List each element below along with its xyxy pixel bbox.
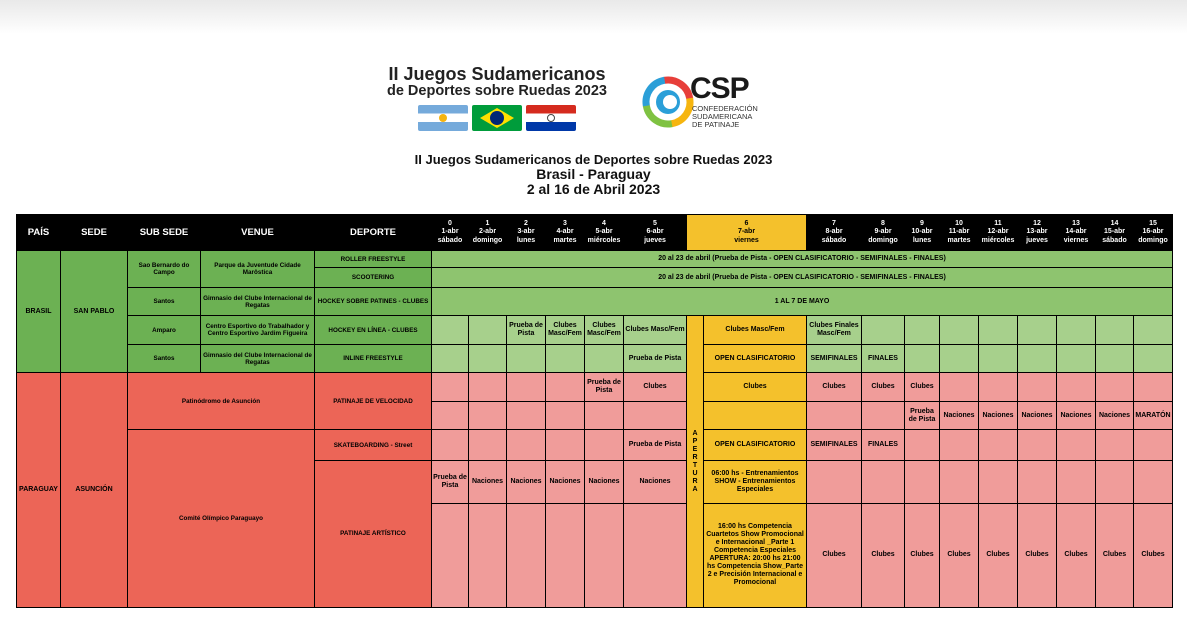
header-pais: PAÍS	[17, 215, 61, 251]
day-cell	[432, 373, 469, 402]
deporte-cell: SKATEBOARDING - Street	[315, 430, 432, 460]
day-cell	[585, 503, 624, 607]
venue-cell: Gimnasio del Clube Internacional de Regatas	[201, 345, 315, 373]
day-cell	[432, 345, 469, 373]
day-cell: FINALES	[862, 430, 905, 460]
day-cell: Clubes	[905, 503, 940, 607]
top-gradient-bar	[0, 0, 1187, 34]
day-cell	[1096, 316, 1134, 345]
day-cell: Clubes	[862, 503, 905, 607]
deporte-cell: HOCKEY EN LÍNEA - CLUBES	[315, 316, 432, 345]
day-cell: Clubes Masc/Fem	[546, 316, 585, 345]
day-cell: Clubes Finales Masc/Fem	[807, 316, 862, 345]
day-cell: Naciones	[624, 460, 687, 503]
day-cell	[940, 373, 979, 402]
csp-ring-icon	[640, 74, 696, 130]
span-cell: 1 AL 7 DE MAYO	[432, 288, 1173, 316]
day-header: 0 1-abr sábado	[432, 215, 469, 251]
day-cell	[1134, 460, 1173, 503]
day-cell	[1134, 430, 1173, 460]
day-cell	[432, 316, 469, 345]
day-cell	[1096, 430, 1134, 460]
day-cell	[704, 402, 807, 430]
table-row	[17, 251, 1173, 268]
day-cell	[585, 402, 624, 430]
header-subsede: SUB SEDE	[128, 215, 201, 251]
day-cell: Clubes	[1096, 503, 1134, 607]
csp-fullname: CONFEDERACIÓN SUDAMERICANA DE PATINAJE	[692, 104, 758, 129]
span-cell: 20 al 23 de abril (Prueba de Pista - OPEN CLASIFICATORIO - SEMIFINALES - FINALES)	[432, 268, 1173, 288]
paraguay-flag-icon	[526, 105, 576, 131]
day-cell: Clubes	[979, 503, 1018, 607]
day-header: 5 6-abr jueves	[624, 215, 687, 251]
day-header: 14 15-abr sábado	[1096, 215, 1134, 251]
day-header-highlight: 6 7-abr viernes	[687, 215, 807, 251]
day-cell: Naciones	[1057, 402, 1096, 430]
day-cell: Clubes	[1057, 503, 1096, 607]
day-cell: FINALES	[862, 345, 905, 373]
day-cell	[432, 430, 469, 460]
title-line2: Brasil - Paraguay	[536, 166, 651, 182]
day-cell	[507, 345, 546, 373]
venue-cell: Gimnasio del Clube Internacional de Regatas	[201, 288, 315, 316]
day-cell: OPEN CLASIFICATORIO	[704, 430, 807, 460]
page-title	[0, 152, 1187, 197]
day-header: 8 9-abr domingo	[862, 215, 905, 251]
day-cell: Clubes Masc/Fem	[704, 316, 807, 345]
day-cell	[546, 345, 585, 373]
day-cell: Clubes	[704, 373, 807, 402]
day-cell	[469, 430, 507, 460]
deporte-cell: HOCKEY SOBRE PATINES - CLUBES	[315, 288, 432, 316]
table-row	[17, 373, 1173, 402]
day-header: 7 8-abr sábado	[807, 215, 862, 251]
subsede-cell: Santos	[128, 345, 201, 373]
table-row	[17, 345, 1173, 373]
day-cell	[905, 430, 940, 460]
day-cell	[1134, 345, 1173, 373]
header-row	[17, 215, 1173, 251]
day-header: 2 3-abr lunes	[507, 215, 546, 251]
day-cell: Naciones	[585, 460, 624, 503]
day-cell	[546, 373, 585, 402]
day-cell: Prueba de Pista	[507, 316, 546, 345]
table-row	[17, 430, 1173, 460]
day-cell	[432, 402, 469, 430]
day-cell: Prueba de Pista	[585, 373, 624, 402]
day-cell: Clubes	[905, 373, 940, 402]
day-header: 3 4-abr martes	[546, 215, 585, 251]
day-cell	[507, 503, 546, 607]
day-cell: Prueba de Pista	[432, 460, 469, 503]
day-header: 11 12-abr miércoles	[979, 215, 1018, 251]
day-cell: Prueba de Pista	[905, 402, 940, 430]
day-cell: Naciones	[940, 402, 979, 430]
day-cell	[862, 316, 905, 345]
day-cell	[1018, 345, 1057, 373]
day-cell	[979, 373, 1018, 402]
event-logo-line1: II Juegos Sudamericanos	[388, 64, 606, 84]
day-cell	[1096, 345, 1134, 373]
apertura-vertical: A P E R T U R A	[687, 316, 704, 608]
day-cell: MARATÓN	[1134, 402, 1173, 430]
day-cell: SEMIFINALES	[807, 430, 862, 460]
event-logo-line2: de Deportes sobre Ruedas 2023	[386, 83, 607, 99]
day-cell	[979, 345, 1018, 373]
day-cell	[1057, 316, 1096, 345]
day-cell: Clubes Masc/Fem	[624, 316, 687, 345]
day-cell: Clubes Masc/Fem	[585, 316, 624, 345]
brazil-flag-icon	[472, 105, 522, 131]
day-cell: Naciones	[979, 402, 1018, 430]
day-cell	[862, 402, 905, 430]
day-cell: 06:00 hs - Entrenamientos SHOW - Entrenamientos Especiales	[704, 460, 807, 503]
day-cell	[546, 503, 585, 607]
day-cell	[585, 430, 624, 460]
day-header: 12 13-abr jueves	[1018, 215, 1057, 251]
day-cell: Clubes	[1134, 503, 1173, 607]
day-cell	[905, 316, 940, 345]
day-cell	[585, 345, 624, 373]
sede-asuncion: ASUNCIÓN	[61, 373, 128, 608]
venue-cell: Centro Esportivo do Trabalhador y Centro Esportivo Jardim Figueira	[201, 316, 315, 345]
venue-cell: Patinódromo de Asunción	[128, 373, 315, 430]
day-header: 9 10-abr lunes	[905, 215, 940, 251]
day-header: 13 14-abr viernes	[1057, 215, 1096, 251]
day-cell: Naciones	[1096, 402, 1134, 430]
day-cell	[1018, 430, 1057, 460]
day-cell	[432, 503, 469, 607]
schedule-table	[16, 214, 1173, 608]
subsede-cell: Santos	[128, 288, 201, 316]
day-cell: Clubes	[862, 373, 905, 402]
day-cell: Naciones	[469, 460, 507, 503]
day-cell	[507, 373, 546, 402]
day-header: 10 11-abr martes	[940, 215, 979, 251]
day-cell	[979, 460, 1018, 503]
pais-brasil: BRASIL	[17, 251, 61, 373]
day-cell: 16:00 hs Competencia Cuartetos Show Promocional e Internacional _Parte 1 Competencia Especiales APERTURA: 20:00 hs 21:00 hs Competencia Show_Parte 2 e Precisión Internacional e Promocional	[704, 503, 807, 607]
day-cell	[624, 503, 687, 607]
day-cell: Clubes	[624, 373, 687, 402]
deporte-cell: SCOOTERING	[315, 268, 432, 288]
day-cell	[507, 430, 546, 460]
span-cell: 20 al 23 de abril (Prueba de Pista - OPEN CLASIFICATORIO - SEMIFINALES - FINALES)	[432, 251, 1173, 268]
day-cell	[940, 460, 979, 503]
day-cell	[862, 460, 905, 503]
venue-cell: Parque da Juventude Cidade Marôstica	[201, 251, 315, 288]
day-cell	[979, 430, 1018, 460]
day-header: 15 16-abr domingo	[1134, 215, 1173, 251]
venue-cell: Comité Olímpico Paraguayo	[128, 430, 315, 608]
flags-row	[372, 105, 622, 131]
day-cell	[940, 430, 979, 460]
day-cell	[1057, 345, 1096, 373]
sede-san-pablo: SAN PABLO	[61, 251, 128, 373]
csp-acronym: CSP	[690, 72, 749, 105]
day-cell	[905, 460, 940, 503]
title-line1: II Juegos Sudamericanos de Deportes sobre Ruedas 2023	[414, 152, 773, 167]
day-cell	[469, 316, 507, 345]
day-cell	[469, 373, 507, 402]
day-cell: Naciones	[546, 460, 585, 503]
header-sede: SEDE	[61, 215, 128, 251]
day-cell	[1057, 373, 1096, 402]
day-cell: Clubes	[807, 373, 862, 402]
day-cell	[807, 402, 862, 430]
day-cell: Naciones	[507, 460, 546, 503]
day-cell	[940, 316, 979, 345]
deporte-cell: PATINAJE DE VELOCIDAD	[315, 373, 432, 430]
day-cell	[905, 345, 940, 373]
day-cell	[807, 460, 862, 503]
argentina-flag-icon	[418, 105, 468, 131]
day-cell	[469, 402, 507, 430]
csp-logo	[640, 74, 770, 136]
header-venue: VENUE	[201, 215, 315, 251]
day-cell: OPEN CLASIFICATORIO	[704, 345, 807, 373]
day-cell	[1057, 430, 1096, 460]
day-cell	[940, 345, 979, 373]
day-cell	[546, 430, 585, 460]
pais-paraguay: PARAGUAY	[17, 373, 61, 608]
deporte-cell: INLINE FREESTYLE	[315, 345, 432, 373]
event-logo	[372, 66, 622, 146]
day-cell: SEMIFINALES	[807, 345, 862, 373]
day-cell	[979, 316, 1018, 345]
day-header: 1 2-abr domingo	[469, 215, 507, 251]
day-cell	[1057, 460, 1096, 503]
day-cell: Prueba de Pista	[624, 430, 687, 460]
table-row	[17, 316, 1173, 345]
day-cell	[469, 345, 507, 373]
day-cell	[1018, 460, 1057, 503]
day-cell: Prueba de Pista	[624, 345, 687, 373]
table-row	[17, 288, 1173, 316]
day-cell	[1134, 316, 1173, 345]
day-cell: Clubes	[940, 503, 979, 607]
subsede-cell: Sao Bernardo do Campo	[128, 251, 201, 288]
day-cell: Clubes	[807, 503, 862, 607]
day-cell	[1096, 460, 1134, 503]
title-line3: 2 al 16 de Abril 2023	[526, 181, 661, 197]
subsede-cell: Amparo	[128, 316, 201, 345]
day-cell	[1018, 316, 1057, 345]
day-cell	[1096, 373, 1134, 402]
day-header: 4 5-abr miércoles	[585, 215, 624, 251]
day-cell	[469, 503, 507, 607]
deporte-cell: PATINAJE ARTÍSTICO	[315, 460, 432, 607]
day-cell	[1018, 373, 1057, 402]
day-cell	[507, 402, 546, 430]
deporte-cell: ROLLER FREESTYLE	[315, 251, 432, 268]
day-cell: Naciones	[1018, 402, 1057, 430]
header-deporte: DEPORTE	[315, 215, 432, 251]
day-cell	[1134, 373, 1173, 402]
day-cell	[546, 402, 585, 430]
day-cell	[624, 402, 687, 430]
day-cell: Clubes	[1018, 503, 1057, 607]
